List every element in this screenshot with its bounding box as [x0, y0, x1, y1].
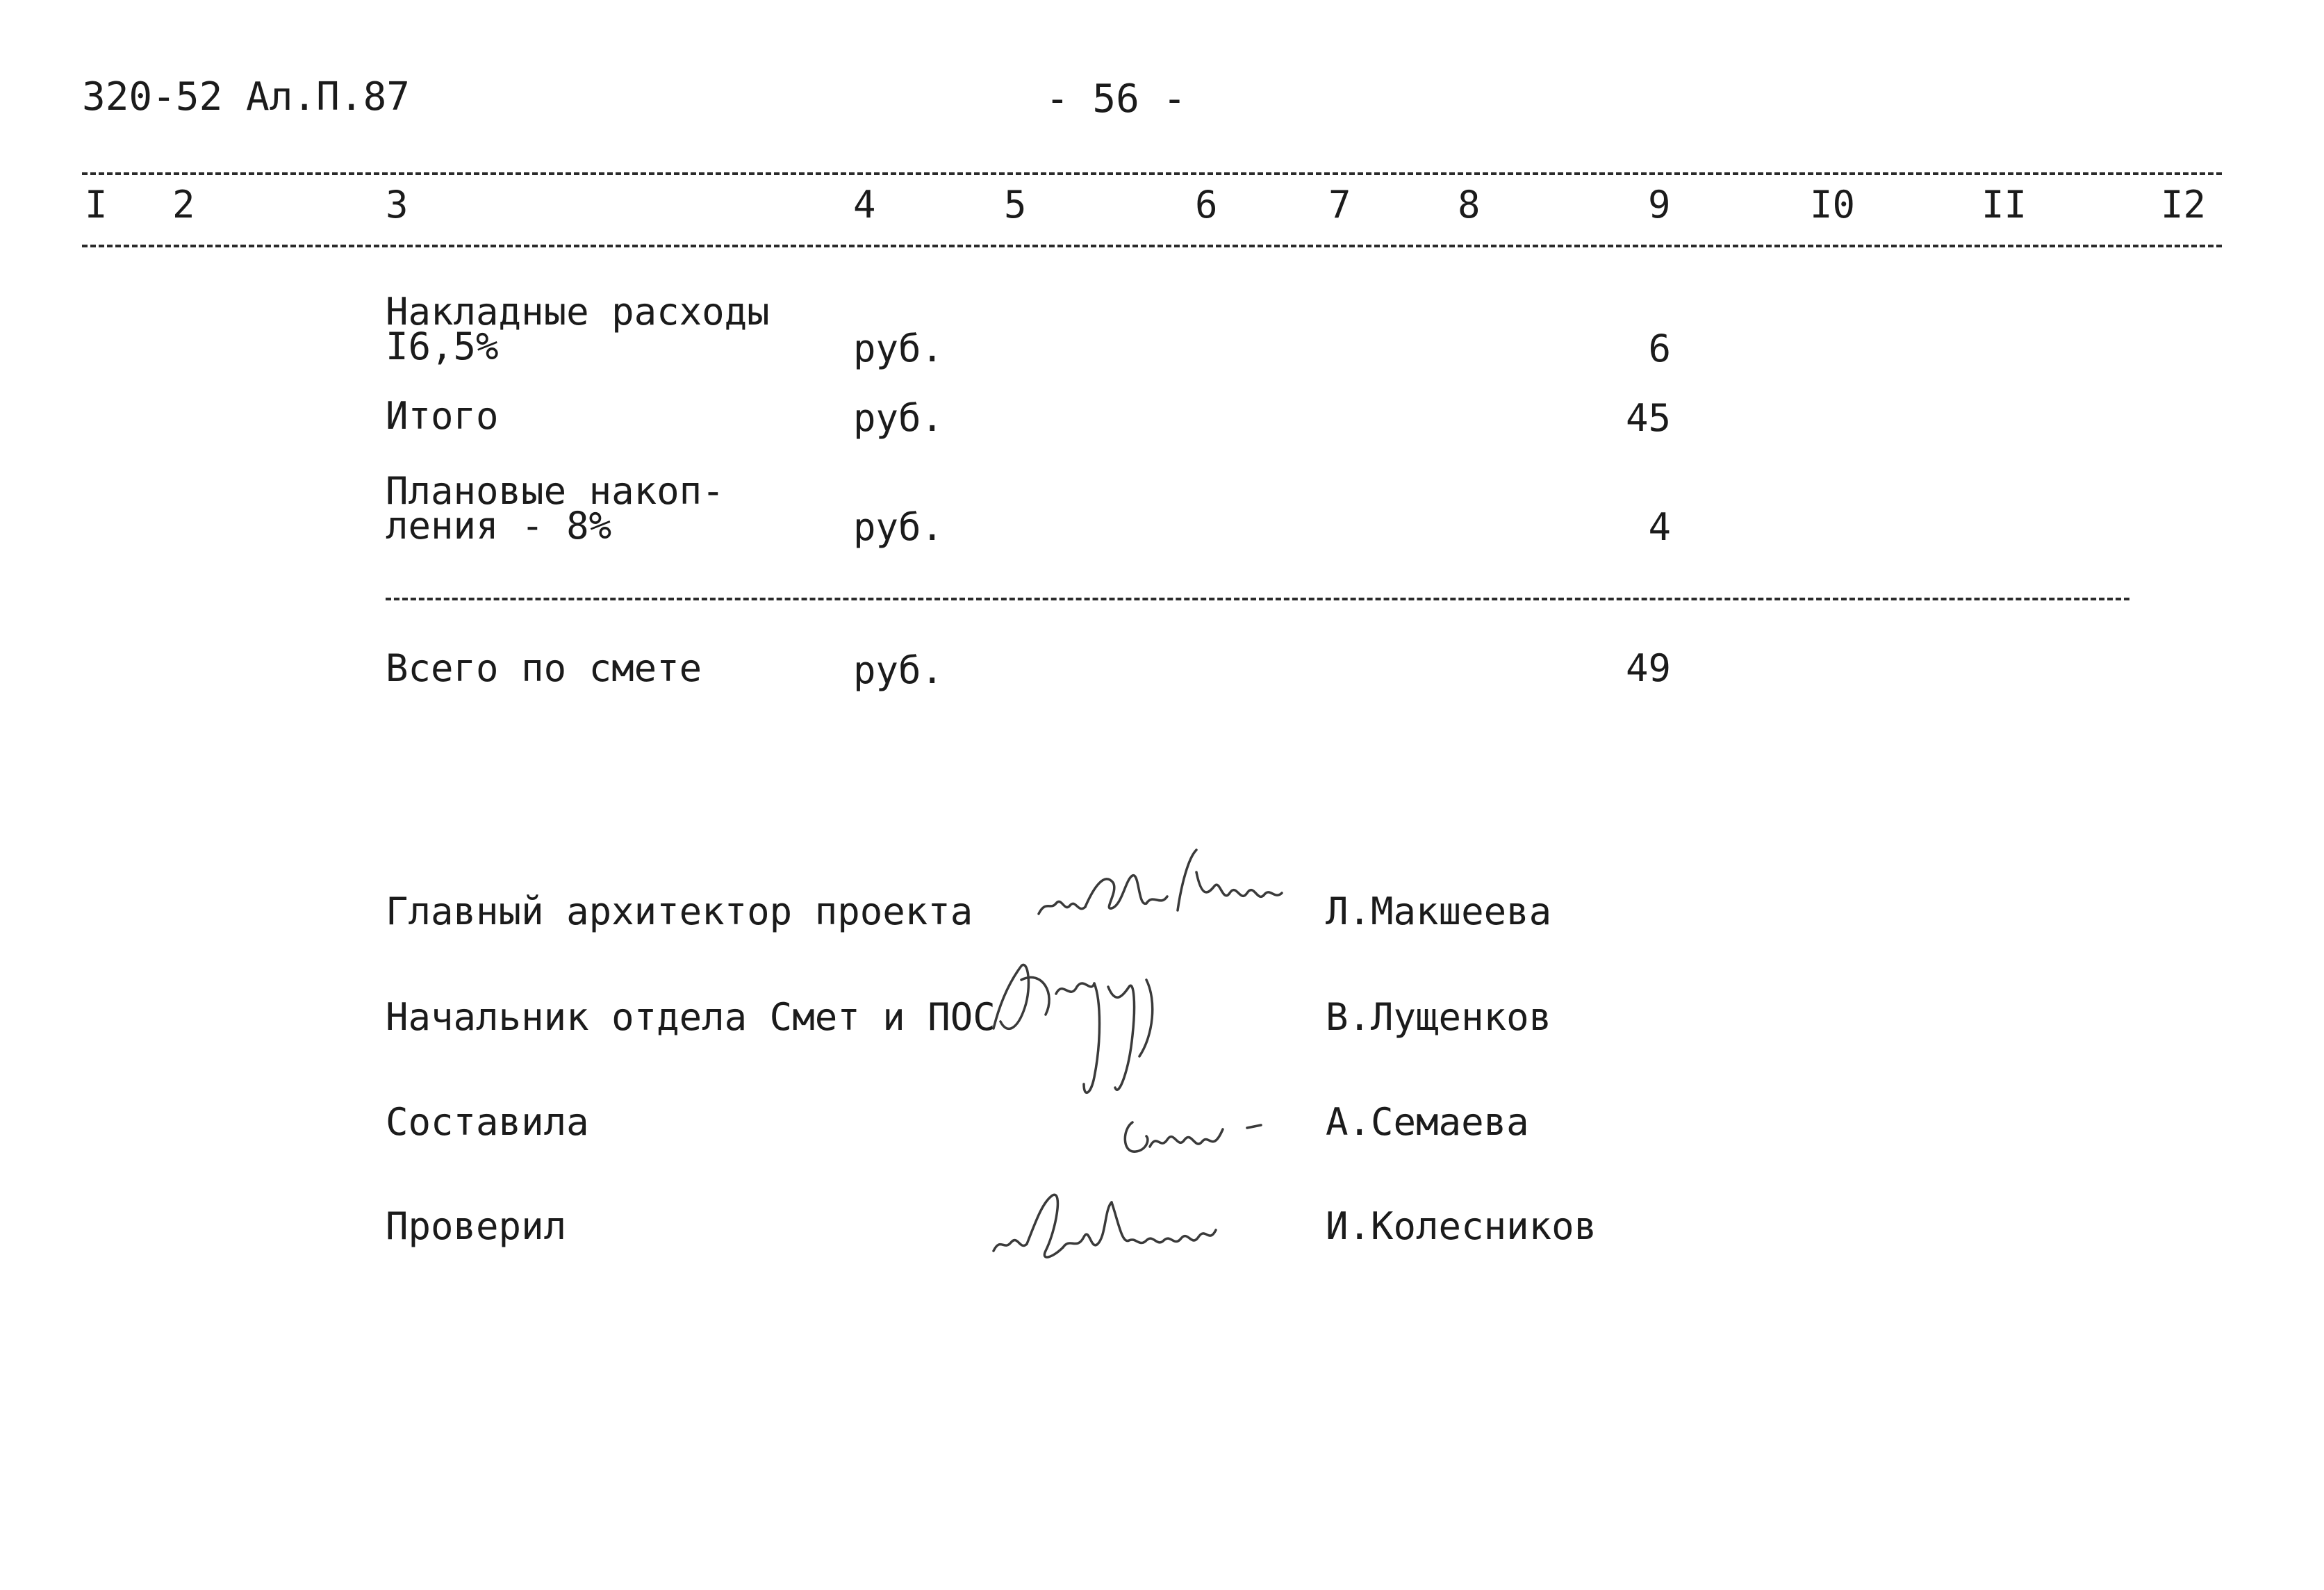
row-overhead-value: 6: [1648, 327, 1671, 370]
column-header-5: 5: [1004, 183, 1027, 227]
signatory-role-department-head: Начальник отдела Смет и ПОС: [386, 995, 996, 1039]
document-code: 320-52 Ал.П.87: [82, 74, 411, 120]
row-planned-label-line2: ления - 8%: [386, 504, 612, 548]
signatory-role-checked-by: Проверил: [386, 1204, 567, 1248]
column-header-2: 2: [172, 183, 195, 227]
page-number: - 56 -: [1046, 76, 1187, 122]
column-header-7: 7: [1328, 183, 1351, 227]
signatory-name-checked-by: И.Колесников: [1326, 1204, 1597, 1248]
total-unit: руб.: [853, 648, 944, 692]
row-overhead-label-line1: Накладные расходы: [386, 290, 770, 334]
column-header-8: 8: [1458, 183, 1481, 227]
row-planned-unit: руб.: [853, 505, 944, 549]
row-overhead-unit: руб.: [853, 327, 944, 370]
column-header-6: 6: [1195, 183, 1218, 227]
header-top-rule: [82, 172, 2222, 175]
row-planned-label-line1: Плановые накоп-: [386, 469, 725, 513]
column-header-4: 4: [853, 183, 876, 227]
row-planned-value: 4: [1648, 505, 1671, 549]
row-subtotal-unit: руб.: [853, 396, 944, 440]
handwritten-signature-department-head: [980, 938, 1230, 1105]
signatory-name-department-head: В.Лущенков: [1326, 995, 1552, 1039]
row-subtotal-value: 45: [1625, 396, 1671, 440]
total-label: Всего по смете: [386, 646, 702, 690]
column-header-12: I2: [2161, 183, 2207, 227]
handwritten-signature-checked-by: [987, 1181, 1264, 1286]
row-overhead-label-line2: I6,5%: [386, 325, 499, 368]
row-subtotal-label: Итого: [386, 394, 499, 438]
column-header-1: I: [85, 183, 108, 227]
signatory-name-compiled-by: А.Семаева: [1326, 1100, 1529, 1144]
column-header-10: I0: [1810, 183, 1856, 227]
signatory-role-chief-architect: Главный архитектор проекта: [386, 890, 973, 933]
header-bottom-rule: [82, 245, 2222, 247]
column-header-11: II: [1981, 183, 2027, 227]
total-value: 49: [1625, 646, 1671, 690]
signatory-name-chief-architect: Л.Макшеева: [1326, 890, 1552, 933]
column-header-9: 9: [1648, 183, 1671, 227]
handwritten-signature-chief-architect: [1035, 844, 1285, 935]
column-header-3: 3: [386, 183, 409, 227]
signatory-role-compiled-by: Составила: [386, 1100, 589, 1144]
handwritten-signature-compiled-by: [1119, 1101, 1271, 1164]
total-divider-rule: [386, 598, 2129, 600]
